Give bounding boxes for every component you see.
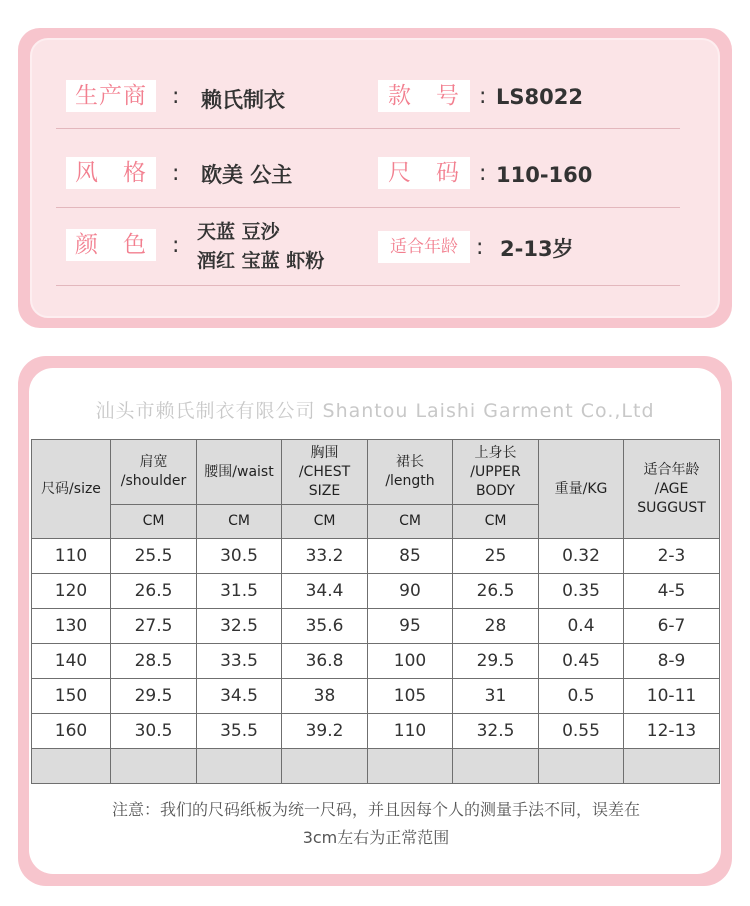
company-name: 汕头市赖氏制衣有限公司 Shantou Laishi Garment Co.,Ltd <box>95 400 655 422</box>
empty-cell <box>282 749 368 784</box>
color-label: 颜 色 <box>66 229 156 261</box>
table-cell: 31.5 <box>197 574 282 609</box>
table-cell: 30.5 <box>197 539 282 574</box>
age-label: 适合年龄 <box>378 231 470 263</box>
table-cell: 110 <box>368 714 453 749</box>
color-value-line-2: 酒红 宝蓝 虾粉 <box>197 250 325 272</box>
unit-cell: CM <box>453 505 539 539</box>
table-row <box>32 539 720 574</box>
header-length: 裙长 /length <box>368 440 453 505</box>
table-cell: 0.5 <box>539 679 624 714</box>
unit-cell: CM <box>368 505 453 539</box>
header-waist: 腰围/waist <box>197 440 282 505</box>
table-cell: 35.6 <box>282 609 368 644</box>
table-cell: 105 <box>368 679 453 714</box>
model-value: LS8022 <box>496 85 583 109</box>
size-table <box>31 439 720 784</box>
unit-cell: CM <box>282 505 368 539</box>
table-cell: 0.4 <box>539 609 624 644</box>
table-cell: 8-9 <box>624 644 720 679</box>
table-row <box>32 609 720 644</box>
table-cell: 0.55 <box>539 714 624 749</box>
size-colon: : <box>479 161 487 186</box>
table-cell: 0.35 <box>539 574 624 609</box>
table-cell: 26.5 <box>453 574 539 609</box>
table-cell: 0.32 <box>539 539 624 574</box>
table-cell: 100 <box>368 644 453 679</box>
header-age: 适合年龄 /AGE SUGGUST <box>624 440 720 539</box>
table-cell: 150 <box>32 679 111 714</box>
info-divider <box>56 128 680 129</box>
table-cell: 38 <box>282 679 368 714</box>
header-shoulder: 肩宽 /shoulder <box>111 440 197 505</box>
header-weight: 重量/KG <box>539 440 624 539</box>
table-cell: 28 <box>453 609 539 644</box>
table-cell: 85 <box>368 539 453 574</box>
model-label: 款 号 <box>378 80 470 112</box>
empty-cell <box>368 749 453 784</box>
table-cell: 34.5 <box>197 679 282 714</box>
style-value: 欧美 公主 <box>201 163 293 187</box>
color-colon: : <box>172 233 180 258</box>
table-cell: 4-5 <box>624 574 720 609</box>
table-cell: 33.2 <box>282 539 368 574</box>
empty-cell <box>453 749 539 784</box>
table-cell: 28.5 <box>111 644 197 679</box>
style-colon: : <box>172 161 180 186</box>
age-colon: : <box>476 235 484 260</box>
table-cell: 6-7 <box>624 609 720 644</box>
table-cell: 29.5 <box>453 644 539 679</box>
table-cell: 35.5 <box>197 714 282 749</box>
table-row <box>32 574 720 609</box>
table-cell: 25 <box>453 539 539 574</box>
table-cell: 36.8 <box>282 644 368 679</box>
size-label: 尺 码 <box>378 157 470 189</box>
empty-cell <box>197 749 282 784</box>
table-cell: 26.5 <box>111 574 197 609</box>
info-divider <box>56 207 680 208</box>
table-row <box>32 679 720 714</box>
table-cell: 31 <box>453 679 539 714</box>
color-value-line-1: 天蓝 豆沙 <box>197 221 280 243</box>
empty-cell <box>624 749 720 784</box>
table-row <box>32 644 720 679</box>
table-cell: 29.5 <box>111 679 197 714</box>
maker-value: 赖氏制衣 <box>201 88 285 112</box>
table-cell: 130 <box>32 609 111 644</box>
maker-label: 生产商 <box>66 80 156 112</box>
note-line-1: 注意：我们的尺码纸板为统一尺码，并且因每个人的测量手法不同，误差在 <box>111 800 640 819</box>
table-cell: 39.2 <box>282 714 368 749</box>
table-cell: 110 <box>32 539 111 574</box>
table-cell: 0.45 <box>539 644 624 679</box>
unit-cell: CM <box>111 505 197 539</box>
measurement-note <box>36 796 716 852</box>
table-cell: 90 <box>368 574 453 609</box>
note-line-2: 3cm左右为正常范围 <box>302 828 450 847</box>
info-divider <box>56 285 680 286</box>
table-cell: 140 <box>32 644 111 679</box>
table-cell: 160 <box>32 714 111 749</box>
age-value: 2-13岁 <box>500 237 574 261</box>
size-value: 110-160 <box>496 163 593 187</box>
empty-cell <box>111 749 197 784</box>
table-cell: 2-3 <box>624 539 720 574</box>
table-cell: 120 <box>32 574 111 609</box>
table-cell: 27.5 <box>111 609 197 644</box>
table-cell: 95 <box>368 609 453 644</box>
table-cell: 32.5 <box>197 609 282 644</box>
header-chest: 胸围 /CHEST SIZE <box>282 440 368 505</box>
empty-cell <box>539 749 624 784</box>
table-cell: 12-13 <box>624 714 720 749</box>
unit-cell: CM <box>197 505 282 539</box>
table-cell: 33.5 <box>197 644 282 679</box>
header-size: 尺码/size <box>32 440 111 539</box>
table-cell: 10-11 <box>624 679 720 714</box>
table-cell: 34.4 <box>282 574 368 609</box>
table-cell: 25.5 <box>111 539 197 574</box>
table-cell: 30.5 <box>111 714 197 749</box>
table-header-row <box>32 440 720 505</box>
empty-cell <box>32 749 111 784</box>
table-row <box>32 714 720 749</box>
model-colon: : <box>479 84 487 109</box>
style-label: 风 格 <box>66 157 156 189</box>
header-upper-body: 上身长 /UPPER BODY <box>453 440 539 505</box>
table-cell: 32.5 <box>453 714 539 749</box>
table-empty-row <box>32 749 720 784</box>
maker-colon: : <box>172 84 180 109</box>
